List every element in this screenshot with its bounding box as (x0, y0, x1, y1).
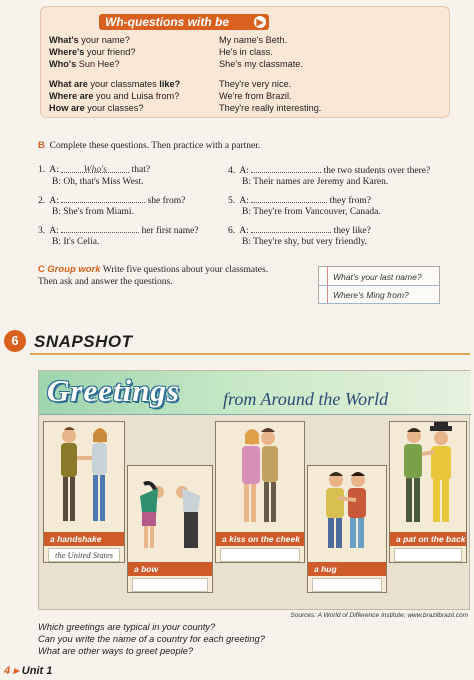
card-label: a bow (128, 562, 212, 576)
exercise-response: B: They're from Vancouver, Canada. (242, 207, 381, 217)
grammar-answer: She's my classmate. (219, 59, 303, 69)
source-credit: Sources: A World of Difference Institute; www.brazilbrazil.com (290, 612, 468, 619)
country-answer[interactable] (312, 578, 382, 592)
exercise-item: 2. A: she from? (38, 196, 186, 206)
exercise-response: B: It's Celia. (52, 237, 100, 247)
greeting-card-pat (389, 421, 467, 563)
grammar-answer: My name's Beth. (219, 35, 288, 45)
country-answer[interactable] (220, 548, 300, 562)
grammar-answer: He's in class. (219, 47, 273, 57)
exercise-item: 5. A: they from? (228, 196, 372, 206)
exercise-item: 3. A: her first name? (38, 226, 199, 236)
grammar-question: What are your classmates like? (49, 79, 181, 89)
answer-blank[interactable] (251, 164, 321, 173)
notebook-example (318, 266, 440, 304)
play-icon[interactable]: ▶ (254, 16, 266, 28)
pat-illustration (390, 422, 466, 530)
exercise-c-line2: Then ask and answer the questions. (38, 277, 173, 287)
example-question: Where's Ming from? (333, 290, 409, 300)
ruled-line (319, 285, 439, 286)
greeting-card-hug (307, 465, 387, 593)
answer-blank[interactable] (61, 224, 139, 233)
section-divider (30, 353, 470, 355)
grammar-question: Who's Sun Hee? (49, 59, 120, 69)
exercise-b-text: Complete these questions. Then practice with a partner. (49, 141, 261, 151)
card-label: a kiss on the cheek (216, 532, 304, 546)
exercise-c-line1 (38, 264, 268, 276)
grammar-answer: They're really interesting. (219, 103, 322, 113)
grammar-question: How are your classes? (49, 103, 144, 113)
greeting-card-bow (127, 465, 213, 593)
grammar-answer: We're from Brazil. (219, 91, 292, 101)
country-answer[interactable]: the United States (48, 548, 120, 562)
example-question: What's your last name? (333, 272, 422, 282)
answer-blank[interactable] (251, 194, 327, 203)
grammar-box (40, 6, 450, 118)
grammar-question: What's your name? (49, 35, 130, 45)
bow-illustration (128, 466, 212, 552)
ruled-line (319, 303, 439, 304)
page-footer: 4 ▸ Unit 1 (4, 665, 53, 677)
exercise-b-letter: B (38, 140, 45, 151)
exercise-item: 4. A: the two students over there? (228, 166, 431, 176)
discussion-question: Can you write the name of a country for each greeting? (38, 634, 265, 644)
grammar-question: Where's your friend? (49, 47, 136, 57)
unit-label: Unit 1 (21, 665, 53, 677)
exercise-b-instruction (38, 140, 260, 152)
exercise-response: B: Their names are Jeremy and Karen. (242, 177, 389, 187)
card-label: a pat on the back (390, 532, 466, 546)
grammar-title (99, 14, 269, 30)
kiss-illustration (216, 422, 304, 530)
exercise-response: B: Oh, that's Miss West. (52, 177, 144, 187)
exercise-c-text: Write five questions about your classmates. (102, 265, 269, 275)
grammar-answer: They're very nice. (219, 79, 292, 89)
exercise-c-letter: C (38, 264, 45, 275)
greeting-card-handshake (43, 421, 125, 563)
exercise-item: 6. A: they like? (228, 226, 371, 236)
grammar-title-text: Wh-questions with be (105, 15, 229, 29)
banner-subtitle: from Around the World (223, 389, 389, 409)
exercise-c-heading: Group work (47, 264, 101, 275)
exercise-item: 1. A: Who's that? (38, 165, 151, 175)
section-title: SNAPSHOT (34, 332, 133, 351)
card-label: a handshake (44, 532, 124, 546)
card-label: a hug (308, 562, 386, 576)
greetings-banner (39, 371, 471, 415)
exercise-response: B: She's from Miami. (52, 207, 134, 217)
country-answer[interactable] (394, 548, 462, 562)
answer-blank[interactable] (251, 224, 331, 233)
banner-title: Greetings (47, 373, 180, 408)
discussion-question: Which greetings are typical in your county? (38, 622, 216, 632)
handshake-illustration (44, 422, 124, 530)
answer-blank[interactable] (61, 194, 145, 203)
grammar-question: Where are you and Luisa from? (49, 91, 180, 101)
greeting-card-kiss (215, 421, 305, 563)
section-number: 6 (4, 330, 26, 352)
snapshot-panel (38, 370, 470, 610)
discussion-question: What are other ways to greet people? (38, 646, 194, 656)
hug-illustration (308, 466, 386, 552)
answer-blank[interactable]: Who's (61, 164, 129, 173)
page-number: 4 (4, 665, 11, 677)
country-answer[interactable] (132, 578, 208, 592)
exercise-response: B: They're shy, but very friendly. (242, 237, 368, 247)
